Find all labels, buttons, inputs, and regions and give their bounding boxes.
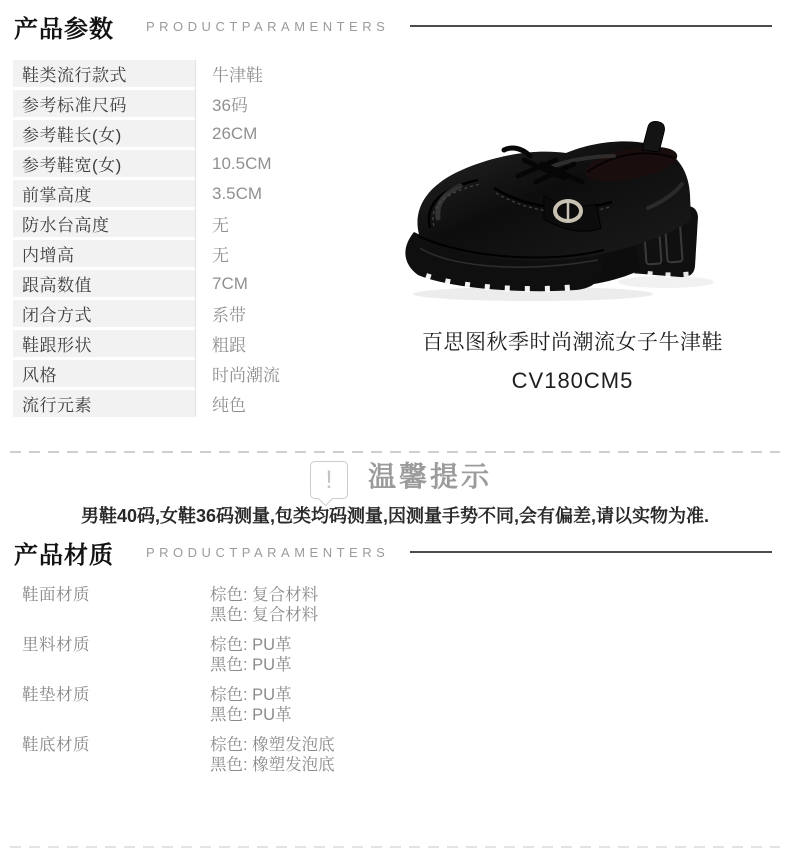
param-table-row bbox=[13, 180, 391, 207]
product-name: 百思图秋季时尚潮流女子牛津鞋 bbox=[422, 331, 723, 354]
material-label: 鞋垫材质 bbox=[22, 686, 90, 704]
materials-section-header bbox=[0, 535, 790, 571]
param-value: 7CM bbox=[212, 273, 248, 293]
material-value-line: 黑色: PU革 bbox=[210, 656, 292, 674]
param-label: 参考鞋长(女) bbox=[13, 120, 195, 147]
material-value bbox=[210, 585, 318, 625]
product-params-table bbox=[13, 60, 391, 420]
param-label: 内增高 bbox=[13, 240, 195, 267]
param-table-row bbox=[13, 90, 391, 117]
materials-section-title: 产品材质 bbox=[14, 542, 114, 569]
param-label: 防水台高度 bbox=[13, 210, 195, 237]
material-label: 鞋底材质 bbox=[22, 736, 90, 754]
param-label: 参考鞋宽(女) bbox=[13, 150, 195, 177]
param-value: 无 bbox=[212, 246, 229, 265]
param-table-row bbox=[13, 240, 391, 267]
param-value: 系带 bbox=[212, 306, 246, 325]
material-table-row bbox=[22, 735, 762, 775]
exclamation-bubble-icon bbox=[310, 461, 348, 499]
param-label: 前掌高度 bbox=[13, 180, 195, 207]
material-value-line: 棕色: 橡塑发泡底 bbox=[210, 736, 335, 754]
param-label: 鞋类流行款式 bbox=[13, 60, 195, 87]
material-value-line: 黑色: 复合材料 bbox=[210, 606, 319, 624]
param-value: 26CM bbox=[212, 123, 258, 143]
params-section-header bbox=[0, 9, 790, 45]
product-photo bbox=[398, 98, 748, 310]
material-value bbox=[210, 685, 292, 725]
param-value: 纯色 bbox=[212, 396, 246, 415]
param-table-row bbox=[13, 150, 391, 177]
material-label: 里料材质 bbox=[22, 636, 90, 654]
header-rule bbox=[410, 551, 772, 553]
black-oxford-shoe-illustration bbox=[398, 98, 748, 310]
product-model-code: CV180CM5 bbox=[511, 368, 634, 393]
material-value-line: 棕色: PU革 bbox=[210, 686, 292, 704]
param-label: 参考标准尺码 bbox=[13, 90, 195, 117]
param-value: 10.5CM bbox=[212, 153, 272, 173]
product-materials-table bbox=[22, 585, 762, 785]
param-label: 流行元素 bbox=[13, 390, 195, 417]
param-table-row bbox=[13, 60, 391, 87]
param-value: 时尚潮流 bbox=[212, 366, 280, 385]
material-value bbox=[210, 635, 292, 675]
dashed-divider-top bbox=[10, 451, 780, 453]
material-table-row bbox=[22, 585, 762, 625]
material-label: 鞋面材质 bbox=[22, 586, 90, 604]
param-value: 无 bbox=[212, 216, 229, 235]
param-label: 风格 bbox=[13, 360, 195, 387]
param-table-row bbox=[13, 360, 391, 387]
param-table-row bbox=[13, 330, 391, 357]
param-value: 牛津鞋 bbox=[212, 66, 263, 85]
material-value-line: 黑色: PU革 bbox=[210, 706, 292, 724]
material-value bbox=[210, 735, 335, 775]
material-value-line: 棕色: 复合材料 bbox=[210, 586, 319, 604]
param-table-row bbox=[13, 300, 391, 327]
material-table-row bbox=[22, 635, 762, 675]
exclamation-glyph: ! bbox=[325, 465, 333, 494]
material-value-line: 棕色: PU革 bbox=[210, 636, 292, 654]
param-label: 鞋跟形状 bbox=[13, 330, 195, 357]
param-value: 36码 bbox=[212, 96, 248, 115]
param-label: 闭合方式 bbox=[13, 300, 195, 327]
dashed-divider-bottom bbox=[10, 846, 780, 848]
materials-section-subtitle: PRODUCTPARAMENTERS bbox=[146, 545, 390, 560]
params-section-title: 产品参数 bbox=[14, 16, 114, 43]
param-table-row bbox=[13, 390, 391, 417]
tips-body-text: 男鞋40码,女鞋36码测量,包类均码测量,因测量手势不同,会有偏差,请以实物为准. bbox=[80, 506, 710, 526]
material-table-row bbox=[22, 685, 762, 725]
param-label: 跟高数值 bbox=[13, 270, 195, 297]
header-rule bbox=[410, 25, 772, 27]
param-value: 粗跟 bbox=[212, 336, 246, 355]
param-table-row bbox=[13, 120, 391, 147]
material-value-line: 黑色: 橡塑发泡底 bbox=[210, 756, 335, 774]
tips-title: 温馨提示 bbox=[368, 461, 493, 492]
params-section-subtitle: PRODUCTPARAMENTERS bbox=[146, 19, 390, 34]
param-table-row bbox=[13, 210, 391, 237]
param-value: 3.5CM bbox=[212, 183, 263, 203]
param-table-row bbox=[13, 270, 391, 297]
